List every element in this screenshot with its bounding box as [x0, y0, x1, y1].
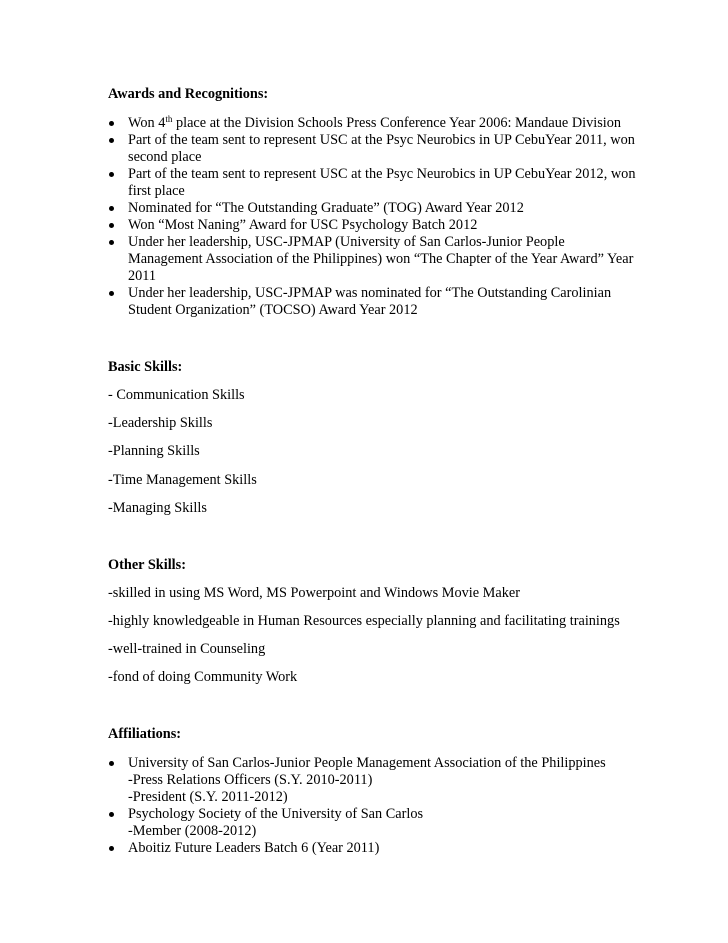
bullet-icon	[109, 761, 114, 766]
award-text: Under her leadership, USC-JPMAP (University of San Carlos-Junior People	[128, 234, 565, 250]
affiliation-text: Psychology Society of the University of San Carlos	[128, 806, 424, 822]
award-text: Won “Most Naning” Award for USC Psychology Batch 2012	[128, 217, 478, 233]
basic-skill-item: -Planning Skills	[108, 443, 200, 459]
basic-skill-item: -Time Management Skills	[108, 472, 257, 488]
affiliation-text: University of San Carlos-Junior People Management Association of the Philippines	[128, 755, 606, 771]
bullet-icon	[109, 172, 114, 177]
bullet-icon	[109, 223, 114, 228]
other-skill-item: -highly knowledgeable in Human Resources especially planning and facilitating trainings	[108, 613, 620, 629]
award-text: Won 4th place at the Division Schools Press Conference Year 2006: Mandaue Division	[128, 114, 622, 131]
list-item	[108, 755, 648, 806]
bullet-icon	[109, 121, 114, 126]
list-item	[108, 840, 648, 857]
bullet-icon	[109, 291, 114, 296]
award-text: Under her leadership, USC-JPMAP was nominated for “The Outstanding Carolinian	[128, 285, 612, 301]
affiliation-text: -President (S.Y. 2011-2012)	[128, 789, 288, 805]
bullet-icon	[109, 812, 114, 817]
affiliations-heading: Affiliations:	[108, 726, 182, 742]
award-text: Part of the team sent to represent USC at the Psyc Neurobics in UP CebuYear 2011, won	[128, 132, 635, 148]
affiliations-list	[108, 755, 648, 857]
list-item	[108, 806, 648, 840]
list-item	[108, 115, 648, 132]
list-item	[108, 217, 648, 234]
other-skill-item: -well-trained in Counseling	[108, 641, 266, 657]
other-skills-heading: Other Skills:	[108, 557, 186, 573]
award-text: Part of the team sent to represent USC at the Psyc Neurobics in UP CebuYear 2012, won	[128, 166, 636, 182]
affiliation-text: -Member (2008-2012)	[128, 823, 257, 839]
award-text: first place	[128, 183, 185, 199]
basic-skill-item: -Leadership Skills	[108, 415, 213, 431]
other-skill-item: -fond of doing Community Work	[108, 669, 298, 685]
awards-list	[108, 115, 648, 319]
award-text: 2011	[128, 268, 157, 284]
other-skill-item: -skilled in using MS Word, MS Powerpoint and Windows Movie Maker	[108, 585, 520, 601]
list-item	[108, 166, 648, 200]
affiliation-text: -Press Relations Officers (S.Y. 2010-2011)	[128, 772, 373, 788]
list-item	[108, 285, 648, 319]
award-text: second place	[128, 149, 202, 165]
bullet-icon	[109, 240, 114, 245]
list-item	[108, 200, 648, 217]
basic-skills-heading: Basic Skills:	[108, 359, 183, 375]
basic-skill-item: - Communication Skills	[108, 387, 245, 403]
bullet-icon	[109, 138, 114, 143]
list-item	[108, 132, 648, 166]
award-text: Nominated for “The Outstanding Graduate” (TOG) Award Year 2012	[128, 200, 524, 216]
award-text: Management Association of the Philippines) won “The Chapter of the Year Award” Year	[128, 251, 634, 267]
awards-heading: Awards and Recognitions:	[108, 86, 269, 102]
bullet-icon	[109, 846, 114, 851]
affiliation-text: Aboitiz Future Leaders Batch 6 (Year 2011)	[128, 840, 380, 856]
list-item	[108, 234, 648, 285]
award-text: Student Organization” (TOCSO) Award Year 2012	[128, 302, 418, 318]
basic-skill-item: -Managing Skills	[108, 500, 207, 516]
bullet-icon	[109, 206, 114, 211]
